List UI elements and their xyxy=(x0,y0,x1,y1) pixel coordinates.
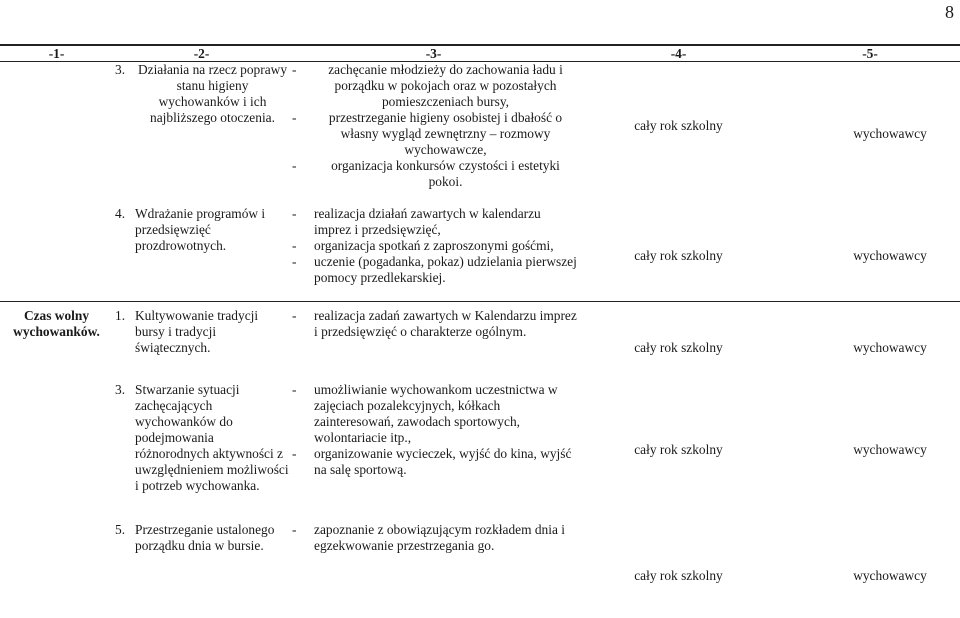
table-row xyxy=(0,522,960,618)
responsible-text: wychowawcy xyxy=(853,340,927,355)
plan-table xyxy=(0,46,960,618)
action-item: - umożliwianie wychowankom uczestnictwa w zajęciach pozalekcyjnych, kółkach zainteresowań, zawodach sportowych, wolontariacie itp., xyxy=(292,381,558,445)
column-header-3: -3- xyxy=(290,46,577,62)
task-text: Wdrażanie programów i przedsięwzięć prozdrowotnych. xyxy=(135,205,266,253)
responsible-text: wychowawcy xyxy=(853,247,927,263)
column-header-4: -4- xyxy=(577,46,780,62)
time-cell xyxy=(577,302,780,380)
task-number: 1. xyxy=(115,308,126,323)
action-item: - organizacja konkursów czystości i estetyki pokoi. xyxy=(292,158,560,189)
action-item: - organizacja spotkań z zaproszonymi gośćmi, xyxy=(292,237,554,253)
actions-cell xyxy=(290,202,577,302)
task-cell xyxy=(113,62,290,202)
task-text: Działania na rzecz poprawy stanu higieny wychowanków i ich najbliższego otoczenia. xyxy=(137,62,288,125)
table-row xyxy=(0,202,960,302)
action-item: - zapoznanie z obowiązującym rozkładem dnia i egzekwowanie przestrzegania go. xyxy=(292,521,565,553)
time-text: cały rok szkolny xyxy=(634,340,723,355)
time-text: cały rok szkolny xyxy=(634,567,723,583)
action-item: - uczenie (pogadanka, pokaz) udzielania pierwszej pomocy przedlekarskiej. xyxy=(292,253,577,285)
responsible-cell xyxy=(780,522,960,618)
category-cell xyxy=(0,202,113,302)
responsible-text: wychowawcy xyxy=(853,126,927,141)
time-cell xyxy=(577,522,780,618)
category-cell: Czas wolny wychowanków. xyxy=(0,302,113,380)
time-cell xyxy=(577,202,780,302)
table-row xyxy=(0,302,960,380)
task-number: 3. xyxy=(115,62,126,77)
responsible-cell xyxy=(780,380,960,522)
category-cell xyxy=(0,522,113,618)
time-text: cały rok szkolny xyxy=(634,441,723,457)
actions-cell xyxy=(290,522,577,618)
task-cell xyxy=(113,380,290,522)
actions-cell xyxy=(290,62,577,202)
responsible-text: wychowawcy xyxy=(853,567,927,583)
responsible-text: wychowawcy xyxy=(853,441,927,457)
responsible-cell xyxy=(780,302,960,380)
actions-cell xyxy=(290,380,577,522)
action-item: - organizowanie wycieczek, wyjść do kina, wyjść na salę sportową. xyxy=(292,445,572,477)
task-number: 3. xyxy=(115,381,126,397)
page-number: 8 xyxy=(945,2,954,22)
task-number: 5. xyxy=(115,521,126,537)
category-cell xyxy=(0,62,113,202)
task-text: Stwarzanie sytuacji zachęcających wychowanków do podejmowania różnorodnych aktywności z uwzględnieniem możliwości i potrzeb wychowanka. xyxy=(135,381,289,493)
time-text: cały rok szkolny xyxy=(634,247,723,263)
responsible-cell xyxy=(780,62,960,202)
action-item: - realizacja zadań zawartych w Kalendarzu imprez i przedsięwzięć o charakterze ogólnym. xyxy=(292,308,577,339)
task-text: Kultywowanie tradycji bursy i tradycji świątecznych. xyxy=(135,308,259,355)
action-item: - zachęcanie młodzieży do zachowania ładu i porządku w pokojach oraz w pozostałych pomieszczeniach bursy, xyxy=(292,62,563,109)
task-cell xyxy=(113,202,290,302)
time-cell xyxy=(577,62,780,202)
time-cell xyxy=(577,380,780,522)
table-row xyxy=(0,380,960,522)
task-cell xyxy=(113,522,290,618)
column-header-1: -1- xyxy=(0,46,113,62)
task-text: Przestrzeganie ustalonego porządku dnia w bursie. xyxy=(135,521,275,553)
action-item: - realizacja działań zawartych w kalendarzu imprez i przedsięwzięć, xyxy=(292,205,541,237)
task-cell xyxy=(113,302,290,380)
table-row xyxy=(0,62,960,202)
actions-cell xyxy=(290,302,577,380)
column-header-2: -2- xyxy=(113,46,290,62)
responsible-cell xyxy=(780,202,960,302)
column-header-row xyxy=(0,46,960,62)
action-item: - przestrzeganie higieny osobistej i dbałość o własny wygląd zewnętrzny – rozmowy wychowawcze, xyxy=(292,110,563,157)
column-header-5: -5- xyxy=(780,46,960,62)
category-cell xyxy=(0,380,113,522)
time-text: cały rok szkolny xyxy=(634,118,723,133)
task-number: 4. xyxy=(115,205,126,221)
